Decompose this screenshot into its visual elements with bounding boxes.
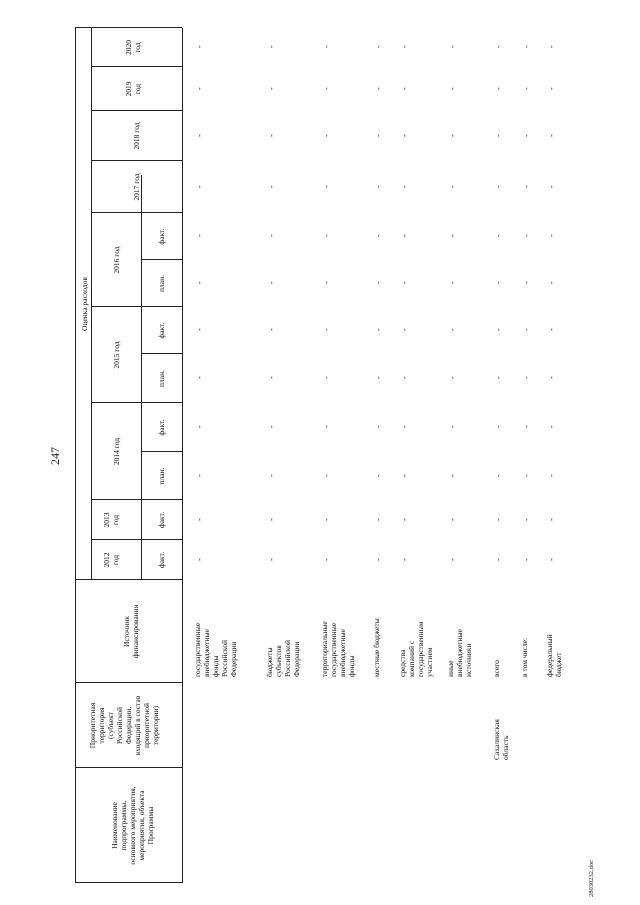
value-dash: -: [547, 234, 556, 237]
header-2020: 2020 год: [124, 40, 142, 55]
value-dash: -: [494, 45, 503, 48]
value-dash: -: [322, 281, 331, 284]
value-dash: -: [400, 185, 409, 188]
header-2015-plan: план.: [157, 370, 166, 387]
value-dash: -: [267, 45, 276, 48]
value-dash: -: [400, 474, 409, 477]
value-dash: -: [547, 45, 556, 48]
value-dash: -: [547, 185, 556, 188]
value-dash: -: [522, 518, 531, 521]
value-dash: -: [267, 234, 276, 237]
value-dash: -: [547, 474, 556, 477]
value-dash: -: [267, 281, 276, 284]
value-dash: -: [400, 425, 409, 428]
value-dash: -: [195, 474, 204, 477]
header-2018: 2018 год: [132, 122, 141, 150]
value-dash: -: [195, 45, 204, 48]
value-dash: -: [547, 518, 556, 521]
value-dash: -: [448, 425, 457, 428]
value-dash: -: [448, 328, 457, 331]
row-source-regional-budgets: бюджеты субъектов Российской Федерации: [265, 640, 301, 677]
value-dash: -: [374, 425, 383, 428]
row-source-state-funds: государственные внебюджетные фонды Российской Федерации: [193, 622, 238, 677]
value-dash: -: [400, 234, 409, 237]
value-dash: -: [267, 328, 276, 331]
value-dash: -: [494, 281, 503, 284]
header-territory: Приоритетная территория (субъект Российской Федерации, входящий в состав приоритетной территории): [88, 695, 160, 756]
value-dash: -: [374, 234, 383, 237]
value-dash: -: [195, 518, 204, 521]
header-name: Наименование подпрограммы, основного мероприятия, мероприятия, объекта Программы: [110, 786, 155, 865]
row-source-federal-budget: федеральный бюджет: [545, 634, 563, 677]
value-dash: -: [400, 134, 409, 137]
value-dash: -: [400, 281, 409, 284]
value-dash: -: [322, 558, 331, 561]
value-dash: -: [547, 87, 556, 90]
value-dash: -: [522, 328, 531, 331]
value-dash: -: [322, 328, 331, 331]
value-dash: -: [322, 474, 331, 477]
value-dash: -: [400, 87, 409, 90]
value-dash: -: [400, 518, 409, 521]
value-dash: -: [267, 87, 276, 90]
header-2016-fact: факт.: [157, 228, 166, 245]
year-subheader-line: [141, 175, 142, 580]
value-dash: -: [448, 185, 457, 188]
value-dash: -: [195, 185, 204, 188]
value-dash: -: [494, 328, 503, 331]
value-dash: -: [522, 281, 531, 284]
value-dash: -: [267, 425, 276, 428]
value-dash: -: [494, 474, 503, 477]
value-dash: -: [267, 376, 276, 379]
value-dash: -: [267, 185, 276, 188]
value-dash: -: [547, 376, 556, 379]
row-source-state-companies: средства компаний с государственным участием: [398, 621, 434, 677]
value-dash: -: [448, 558, 457, 561]
page-number: 247: [48, 447, 62, 465]
value-dash: -: [448, 134, 457, 137]
value-dash: -: [322, 45, 331, 48]
value-dash: -: [494, 234, 503, 237]
header-2017: 2017 год: [132, 173, 141, 201]
value-dash: -: [448, 376, 457, 379]
value-dash: -: [374, 474, 383, 477]
value-dash: -: [374, 376, 383, 379]
value-dash: -: [374, 185, 383, 188]
value-dash: -: [522, 234, 531, 237]
value-dash: -: [374, 558, 383, 561]
value-dash: -: [522, 376, 531, 379]
header-2014: 2014 год: [112, 437, 121, 466]
value-dash: -: [494, 87, 503, 90]
value-dash: -: [195, 376, 204, 379]
header-2012: 2012 год: [102, 552, 120, 568]
value-dash: -: [522, 134, 531, 137]
value-dash: -: [322, 185, 331, 188]
value-dash: -: [195, 87, 204, 90]
header-expenses: Оценка расходов: [80, 277, 89, 331]
value-dash: -: [400, 328, 409, 331]
value-dash: -: [374, 518, 383, 521]
value-dash: -: [522, 45, 531, 48]
row-source-including: в том числе:: [520, 637, 529, 677]
header-2019: 2019 год: [124, 81, 142, 97]
row-source-local-budgets: местные бюджеты: [372, 618, 381, 677]
col-divider-2015: [91, 402, 182, 403]
value-dash: -: [448, 45, 457, 48]
value-dash: -: [374, 328, 383, 331]
header-2014-plan: план.: [157, 467, 166, 485]
value-dash: -: [522, 185, 531, 188]
value-dash: -: [400, 558, 409, 561]
value-dash: -: [400, 376, 409, 379]
value-dash: -: [522, 558, 531, 561]
row-source-other: иные внебюджетные источники: [446, 629, 473, 677]
value-dash: -: [322, 518, 331, 521]
value-dash: -: [400, 45, 409, 48]
value-dash: -: [322, 234, 331, 237]
value-dash: -: [374, 134, 383, 137]
value-dash: -: [494, 518, 503, 521]
value-dash: -: [195, 134, 204, 137]
value-dash: -: [374, 45, 383, 48]
row-source-total: всего: [492, 660, 501, 677]
value-dash: -: [547, 281, 556, 284]
header-bottom-border: [182, 28, 183, 883]
header-2016: 2016 год: [112, 246, 121, 274]
value-dash: -: [448, 474, 457, 477]
value-dash: -: [195, 558, 204, 561]
value-dash: -: [322, 134, 331, 137]
value-dash: -: [322, 425, 331, 428]
footer-filename: 28030232.doc: [588, 859, 595, 897]
value-dash: -: [522, 87, 531, 90]
value-dash: -: [267, 474, 276, 477]
value-dash: -: [494, 185, 503, 188]
header-2015-fact: факт.: [157, 322, 166, 339]
value-dash: -: [448, 234, 457, 237]
value-dash: -: [322, 87, 331, 90]
value-dash: -: [522, 474, 531, 477]
value-dash: -: [195, 281, 204, 284]
value-dash: -: [267, 558, 276, 561]
value-dash: -: [267, 518, 276, 521]
header-2015: 2015 год: [112, 341, 121, 369]
value-dash: -: [494, 425, 503, 428]
value-dash: -: [494, 134, 503, 137]
col-divider-2016: [91, 306, 182, 307]
territory-label: Сахалинская область: [492, 719, 510, 760]
value-dash: -: [267, 134, 276, 137]
value-dash: -: [494, 558, 503, 561]
value-dash: -: [322, 376, 331, 379]
header-2013: 2013 год: [102, 512, 120, 528]
value-dash: -: [547, 328, 556, 331]
row-source-territorial-funds: территориальные государственные внебюджетные фонды: [320, 621, 356, 677]
header-2013-fact: факт.: [157, 511, 166, 529]
header-2016-plan: план.: [157, 275, 166, 292]
header-2012-fact: факт.: [157, 551, 166, 569]
value-dash: -: [195, 234, 204, 237]
value-dash: -: [494, 376, 503, 379]
value-dash: -: [374, 281, 383, 284]
value-dash: -: [448, 518, 457, 521]
value-dash: -: [374, 87, 383, 90]
value-dash: -: [547, 558, 556, 561]
value-dash: -: [448, 281, 457, 284]
value-dash: -: [547, 425, 556, 428]
value-dash: -: [522, 425, 531, 428]
value-dash: -: [448, 87, 457, 90]
table-top-border: [75, 28, 76, 883]
value-dash: -: [195, 328, 204, 331]
value-dash: -: [547, 134, 556, 137]
value-dash: -: [195, 425, 204, 428]
header-2014-fact: факт.: [157, 419, 166, 436]
header-source: Источник финансирования: [122, 604, 140, 659]
